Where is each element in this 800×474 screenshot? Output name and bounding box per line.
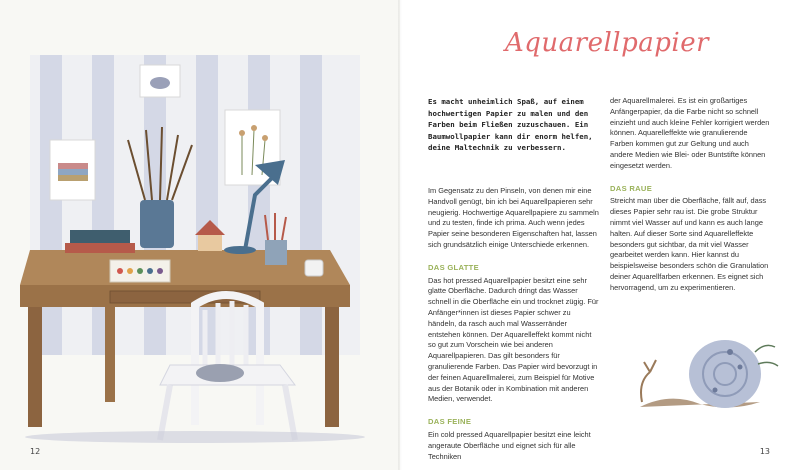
intro-paragraph: Im Gegensatz zu den Pinseln, von denen mir eine Handvoll genügt, bin ich bei Aquarellpapieren sehr neugierig. Hochwertige Aquarellpapiere zu sammeln und zu testen, finde ich prima. Auch wenn jedes Papier seine besonderen Eigenschaften hat, lassen sich grundsätzlich einige Unterschiede erkennen. (428, 186, 599, 249)
page-number-right: 13 (759, 447, 770, 456)
page-number-left: 12 (30, 447, 41, 456)
section-text-raue: Streicht man über die Oberfläche, fällt auf, dass dieses Papier sehr rau ist. Die grobe Struktur nimmt viel Wasser auf und kann es auch lange halten. Auf dieser Sorte sind Aquarelleffekte besonders gut sichtbar, da mit viel Wasser gearbeitet werden kann. Hier kannst du beispielsweise besonders schön die Granulation deiner Aquarellfarben erkennen. Es eignet sich hervorragend, um zu experimentieren. (610, 196, 769, 292)
section-heading-raue: DAS RAUE (610, 183, 653, 193)
left-page (0, 0, 400, 470)
section-heading-feine: DAS FEINE (428, 417, 472, 427)
book-gutter (398, 0, 402, 470)
section-text-glatte: Das hot pressed Aquarellpapier besitzt eine sehr glatte Oberfläche. Dadurch dringt das Wasser schnell in die Oberfläche ein und trocknet zügig. Für Anfänger*innen ist dieses Papier schwer zu händeln, da rasch auch mal Wasserränder entstehen können. Der Aquarelleffekt kommt nicht so gut zum Vorschein wie bei anderen Aquarellpapieren. Das gilt besonders für granulierende Farben. Das Papier wird bevorzugt in der feinen Aquarellmalerei, zum Beispiel für Motive aus der Botanik oder in Kombination mit anderen Medien, verwendet. (428, 275, 599, 404)
text-column-left (428, 186, 600, 474)
page-title: Aquarellpapier (505, 28, 710, 58)
lead-paragraph: Es macht unheimlich Spaß, auf einem hochwertigen Papier zu malen und den Farben beim Fließen zuzuschauen. Ein Baumwollpapier kann dir enorm helfen, deine Maltechnik zu verbessern. (428, 97, 593, 152)
section-text-feine-continued: der Aquarellmalerei. Es ist ein großartiges Anfängerpapier, da die Farbe nicht so schnell einzieht und auch kleine Fehler korrigiert werden können. Aquarelleffekte wie granulierende Farben kommen gut zur Geltung und auch andere Medien wie Blei- oder Buntstifte können eingesetzt werden. (610, 96, 770, 170)
section-text-feine: Ein cold pressed Aquarellpapier besitzt eine leicht angeraute Oberfläche und eignet sich für alle Techniken (428, 429, 591, 461)
text-column-right (610, 96, 770, 306)
desk-illustration (10, 35, 380, 445)
snail-illustration (630, 312, 780, 422)
section-heading-glatte: DAS GLATTE (428, 262, 479, 272)
